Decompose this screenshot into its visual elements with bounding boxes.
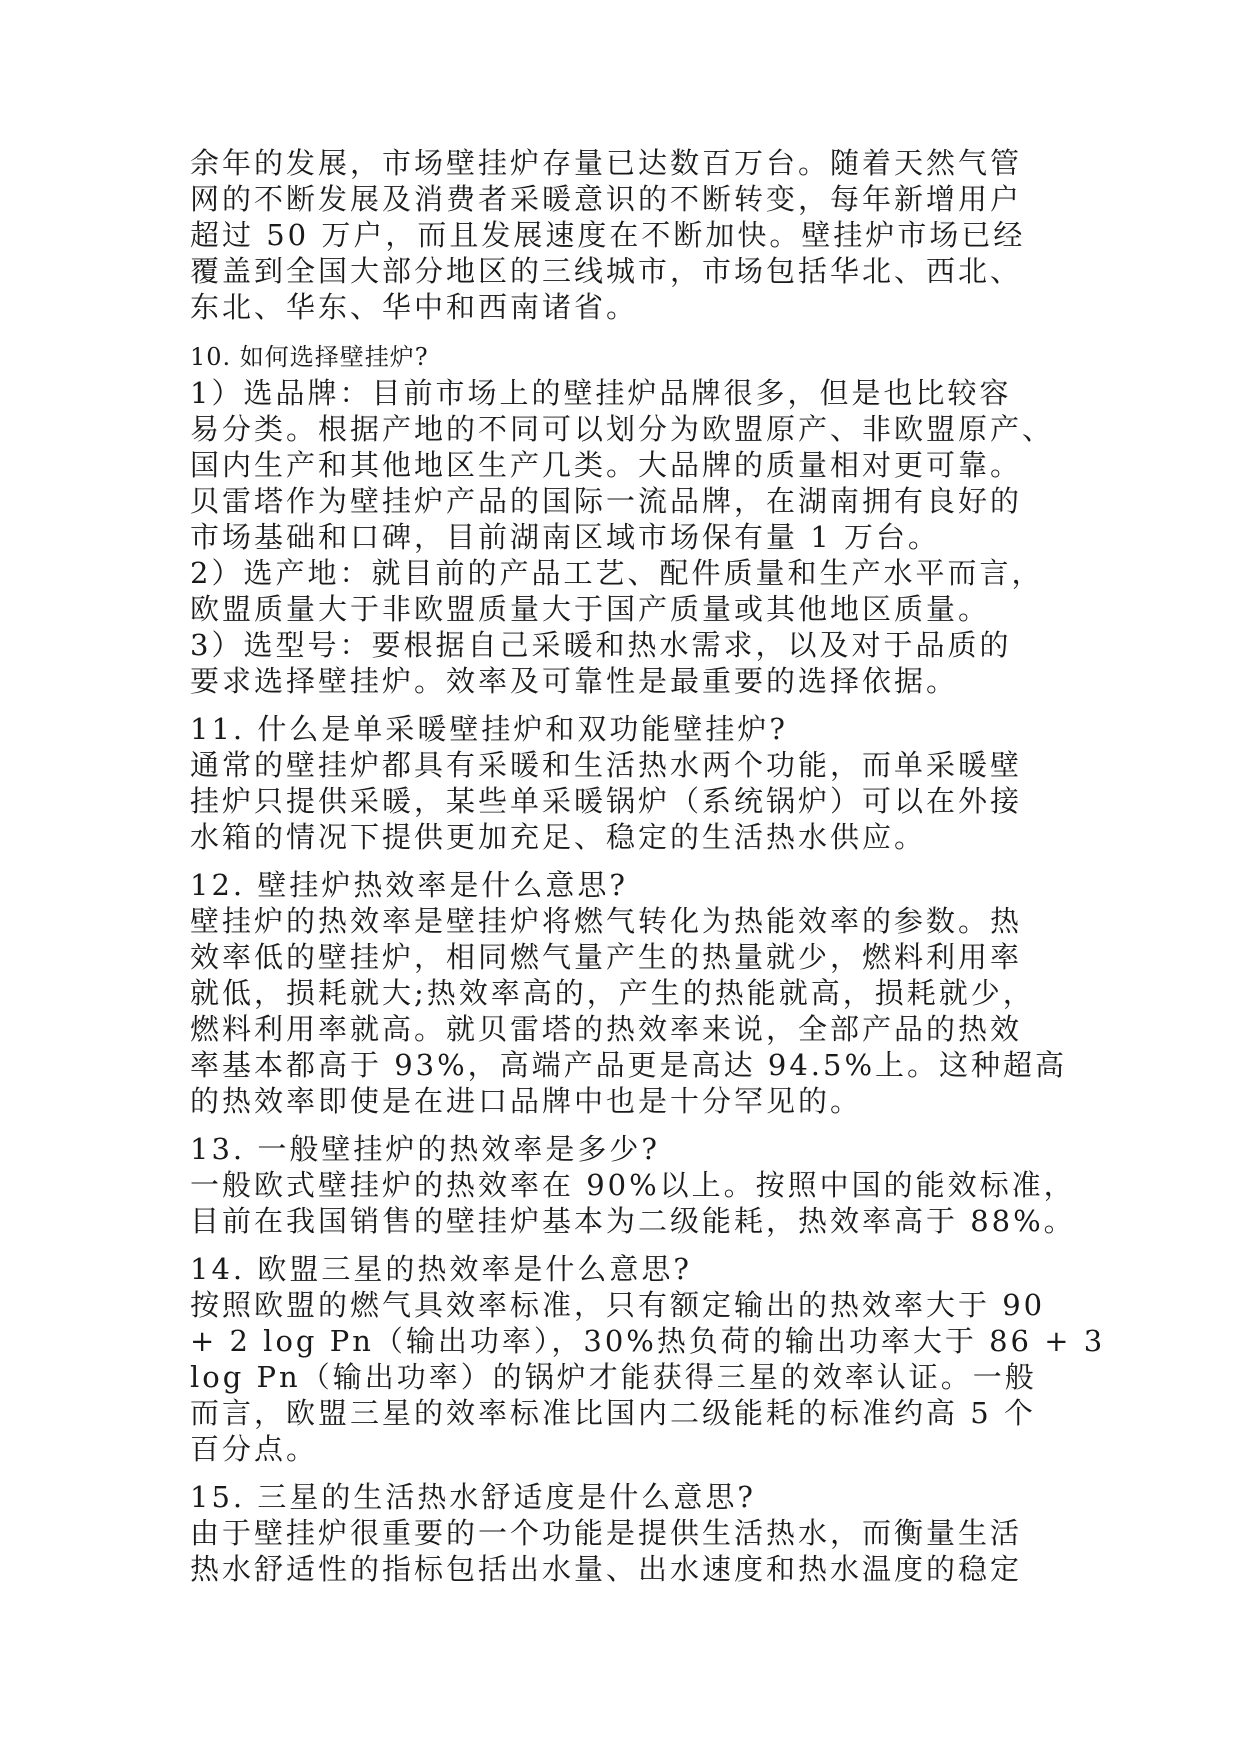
- section-q14: [190, 1251, 1106, 1467]
- intro-paragraph: [190, 145, 1070, 325]
- text-line: 壁挂炉的热效率是壁挂炉将燃气转化为热能效率的参数。热: [190, 904, 1023, 938]
- text-line: 欧盟质量大于非欧盟质量大于国产质量或其他地区质量。: [190, 592, 991, 626]
- text-line: 水箱的情况下提供更加充足、稳定的生活热水供应。: [190, 820, 927, 854]
- text-line: 按照欧盟的燃气具效率标准，只有额定输出的热效率大于 90: [190, 1288, 1046, 1322]
- text-line: 覆盖到全国大部分地区的三线城市，市场包括华北、西北、: [190, 254, 1023, 288]
- question-heading: 13. 一般壁挂炉的热效率是多少?: [190, 1132, 660, 1166]
- text-line: 国内生产和其他地区生产几类。大品牌的质量相对更可靠。: [190, 448, 1023, 482]
- text-line: 1）选品牌：目前市场上的壁挂炉品牌很多，但是也比较容: [190, 376, 1012, 410]
- question-heading: 14. 欧盟三星的热效率是什么意思?: [190, 1252, 692, 1286]
- text-line: 易分类。根据产地的不同可以划分为欧盟原产、非欧盟原产、: [190, 412, 1055, 446]
- section-q10: [190, 339, 1070, 699]
- section-q11: [190, 711, 1070, 855]
- text-line: log Pn（输出功率）的锅炉才能获得三星的效率认证。一般: [190, 1360, 1037, 1394]
- text-line: 3）选型号：要根据自己采暖和热水需求，以及对于品质的: [190, 628, 1012, 662]
- text-line: 2）选产地：就目前的产品工艺、配件质量和生产水平而言，: [190, 556, 1044, 590]
- text-line: 就低，损耗就大;热效率高的，产生的热能就高，损耗就少，: [190, 976, 1035, 1010]
- text-line: 市场基础和口碑，目前湖南区域市场保有量 1 万台。: [190, 520, 940, 554]
- text-line: 网的不断发展及消费者采暖意识的不断转变，每年新增用户: [190, 182, 1023, 216]
- section-q13: [190, 1131, 1076, 1239]
- question-heading: 10. 如何选择壁挂炉?: [190, 343, 429, 371]
- text-line: 热水舒适性的指标包括出水量、出水速度和热水温度的稳定: [190, 1552, 1023, 1586]
- text-line: 挂炉只提供采暖，某些单采暖锅炉（系统锅炉）可以在外接: [190, 784, 1023, 818]
- text-line: 百分点。: [190, 1432, 319, 1466]
- text-line: 而言，欧盟三星的效率标准比国内二级能耗的标准约高 5 个: [190, 1396, 1036, 1430]
- text-line: 余年的发展，市场壁挂炉存量已达数百万台。随着天然气管: [190, 146, 1023, 180]
- text-line: 目前在我国销售的壁挂炉基本为二级能耗，热效率高于 88%。: [190, 1204, 1076, 1238]
- text-line: 的热效率即使是在进口品牌中也是十分罕见的。: [190, 1084, 863, 1118]
- text-line: 一般欧式壁挂炉的热效率在 90%以上。按照中国的能效标准，: [190, 1168, 1076, 1202]
- text-line: 贝雷塔作为壁挂炉产品的国际一流品牌，在湖南拥有良好的: [190, 484, 1023, 518]
- question-heading: 12. 壁挂炉热效率是什么意思?: [190, 868, 628, 902]
- text-line: 通常的壁挂炉都具有采暖和生活热水两个功能，而单采暖壁: [190, 748, 1023, 782]
- text-line: 由于壁挂炉很重要的一个功能是提供生活热水，而衡量生活: [190, 1516, 1023, 1550]
- question-heading: 15. 三星的生活热水舒适度是什么意思?: [190, 1480, 756, 1514]
- text-line: 东北、华东、华中和西南诸省。: [190, 290, 639, 324]
- text-line: 燃料利用率就高。就贝雷塔的热效率来说，全部产品的热效: [190, 1012, 1023, 1046]
- document-page: [190, 145, 1106, 1587]
- text-line: 超过 50 万户，而且发展速度在不断加快。壁挂炉市场已经: [190, 218, 1026, 252]
- text-line: 要求选择壁挂炉。效率及可靠性是最重要的选择依据。: [190, 664, 959, 698]
- section-q12: [190, 867, 1070, 1119]
- section-q15: [190, 1479, 1070, 1587]
- text-line: 效率低的壁挂炉，相同燃气量产生的热量就少，燃料利用率: [190, 940, 1023, 974]
- text-line: 率基本都高于 93%，高端产品更是高达 94.5%上。这种超高: [190, 1048, 1068, 1082]
- text-line: + 2 log Pn（输出功率），30%热负荷的输出功率大于 86 + 3: [190, 1324, 1106, 1358]
- question-heading: 11. 什么是单采暖壁挂炉和双功能壁挂炉?: [190, 712, 788, 746]
